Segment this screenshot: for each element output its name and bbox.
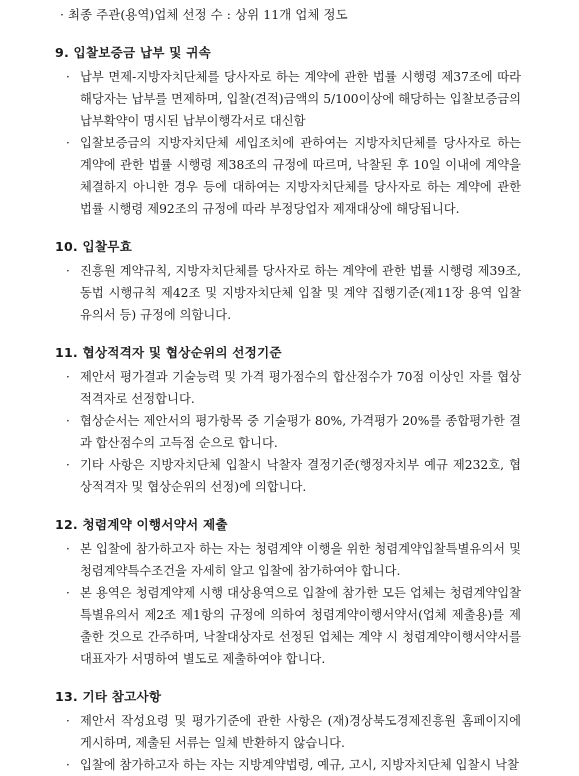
bullet-dot: · [66, 458, 70, 472]
bullet-dot: · [66, 542, 70, 556]
bullet-dot: · [66, 586, 70, 600]
item-text: 기타 사항은 지방자치단체 입찰시 낙찰자 결정기준(행정자치부 예규 제232호, 협상적격자 및 협상순위의 선정)에 의합니다. [80, 458, 521, 494]
section-bid-deposit [0, 43, 579, 220]
bullet-dot: · [66, 714, 70, 728]
section-title: 13. 기타 참고사항 [55, 689, 162, 704]
list-item [0, 66, 579, 132]
bullet-dot: · [66, 70, 70, 84]
section-negotiation-criteria [0, 343, 579, 498]
item-text: 입찰에 참가하고자 하는 자는 지방계약법령, 예규, 고시, 지방자치단체 입찰시 낙찰 [80, 758, 519, 772]
bullet-dot: · [60, 7, 65, 22]
section-title: 12. 청렴계약 이행서약서 제출 [55, 517, 228, 532]
list-item [0, 366, 579, 410]
section-bid-invalid [0, 237, 579, 326]
intro-text: 최종 주관(용역)업체 선정 수 : 상위 11개 업체 정도 [68, 7, 348, 22]
section-title: 9. 입찰보증금 납부 및 귀속 [55, 45, 211, 60]
list-item [0, 132, 579, 220]
list-item [0, 710, 579, 754]
section-title: 11. 협상적격자 및 협상순위의 선정기준 [55, 345, 282, 360]
list-item [0, 582, 579, 670]
list-item [0, 754, 579, 776]
item-text: 입찰보증금의 지방자치단체 세입조치에 관하여는 지방자치단체를 당사자로 하는 계약에 관한 법률 시행령 제38조의 규정에 따르며, 낙찰된 후 10일 이내에 계약을 체결하지 아니한 경우 등에 대하여는 지방자치단체를 당사자로 하는 계약에 관한 법률 시행령 제92조의 규정에 따라 부정당업자 제재대상에 해당됩니다. [80, 136, 521, 216]
item-text: 진흥원 계약규칙, 지방자치단체를 당사자로 하는 계약에 관한 법률 시행령 제39조, 동법 시행규칙 제42조 및 지방자치단체 입찰 및 계약 집행기준(제11장 용역 입찰유의서 등) 규정에 의함니다. [80, 264, 521, 322]
list-item [0, 410, 579, 454]
bullet-dot: · [66, 264, 70, 278]
bullet-dot: · [66, 370, 70, 384]
item-text: 납부 면제-지방자치단체를 당사자로 하는 계약에 관한 법률 시행령 제37조에 따라 해당자는 납부를 면제하며, 입찰(견적)금액의 5/100이상에 해당하는 입찰보증금의 납부확약이 명시된 납부이행각서로 대신함 [80, 70, 521, 128]
intro-bullet [0, 4, 579, 26]
item-text: 협상순서는 제안서의 평가항목 중 기술평가 80%, 가격평가 20%를 종합평가한 결과 합산점수의 고득점 순으로 합니다. [80, 414, 521, 450]
item-text: 제안서 평가결과 기술능력 및 가격 평가점수의 합산점수가 70점 이상인 자를 협상적격자로 선정합니다. [80, 370, 521, 406]
item-text: 제안서 작성요령 및 평가기준에 관한 사항은 (재)경상북도경제진흥원 홈페이지에 게시하며, 제출된 서류는 일체 반환하지 않습니다. [80, 714, 521, 750]
item-text: 본 입찰에 참가하고자 하는 자는 청렴계약 이행을 위한 청렴계약입찰특별유의서 및 청렴계약특수조건을 자세히 알고 입찰에 참가하여야 합니다. [80, 542, 521, 578]
section-other-notes [0, 687, 579, 776]
bullet-dot: · [66, 414, 70, 428]
list-item [0, 454, 579, 498]
list-item [0, 260, 579, 326]
section-title: 10. 입찰무효 [55, 239, 132, 254]
section-integrity-pledge [0, 515, 579, 670]
list-item [0, 538, 579, 582]
bullet-dot: · [66, 136, 70, 150]
bullet-dot: · [66, 758, 70, 772]
item-text: 본 용역은 청렴계약제 시행 대상용역으로 입찰에 참가한 모든 업체는 청렴계약입찰특별유의서 제2조 제1항의 규정에 의하여 청렴계약이행서약서(업체 제출용)를 제출한 것으로 간주하며, 낙찰대상자로 선정된 업체는 계약 시 청렴계약이행서약서를 대표자가 서명하여 별도로 제출하여야 합니다. [80, 586, 521, 666]
